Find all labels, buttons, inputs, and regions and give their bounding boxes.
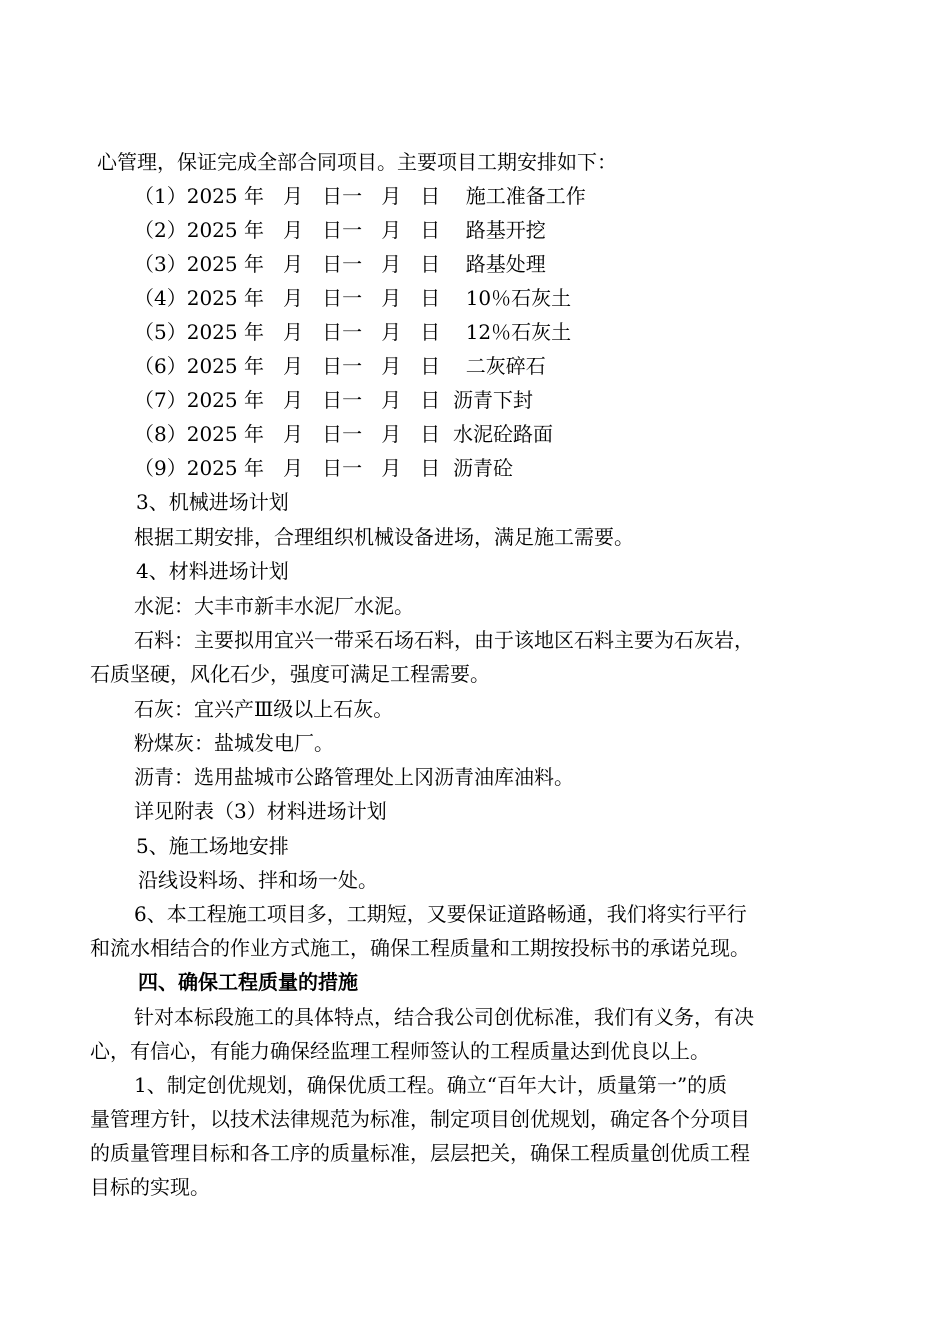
schedule-item-4: （4）2025 年 月 日一 月 日 10％石灰土 — [134, 286, 572, 310]
schedule-item-9: （9）2025 年 月 日一 月 日 沥青砼 — [134, 456, 513, 480]
paragraph-line: 沿线设料场、拌和场一处。 — [138, 868, 378, 892]
schedule-item-2: （2）2025 年 月 日一 月 日 路基开挖 — [134, 218, 546, 242]
paragraph-line: 沥青：选用盐城市公路管理处上冈沥青油库油料。 — [134, 765, 574, 789]
paragraph-line: 心管理，保证完成全部合同项目。主要项目工期安排如下： — [97, 150, 617, 174]
paragraph-line: 量管理方针，以技术法律规范为标准，制定项目创优规划，确定各个分项目 — [90, 1107, 750, 1131]
paragraph-line: 针对本标段施工的具体特点，结合我公司创优标准，我们有义务，有决 — [134, 1005, 754, 1029]
schedule-item-6: （6）2025 年 月 日一 月 日 二灰碎石 — [134, 354, 546, 378]
section-heading-bold: 四、确保工程质量的措施 — [138, 970, 358, 994]
schedule-item-7: （7）2025 年 月 日一 月 日 沥青下封 — [134, 388, 533, 412]
paragraph-line: 1、制定创优规划，确保优质工程。确立“百年大计，质量第一”的质 — [134, 1073, 728, 1097]
schedule-item-3: （3）2025 年 月 日一 月 日 路基处理 — [134, 252, 546, 276]
paragraph-line: 和流水相结合的作业方式施工，确保工程质量和工期按投标书的承诺兑现。 — [90, 936, 750, 960]
paragraph-line: 详见附表（3）材料进场计划 — [134, 799, 387, 823]
section-heading: 3、机械进场计划 — [136, 490, 289, 514]
section-heading: 5、施工场地安排 — [136, 834, 289, 858]
paragraph-line: 石料：主要拟用宜兴一带采石场石料，由于该地区石料主要为石灰岩， — [134, 628, 754, 652]
paragraph-line: 6、本工程施工项目多，工期短，又要保证道路畅通，我们将实行平行 — [134, 902, 747, 926]
paragraph-line: 心，有信心，有能力确保经监理工程师签认的工程质量达到优良以上。 — [90, 1039, 710, 1063]
section-heading: 4、材料进场计划 — [136, 559, 289, 583]
schedule-item-5: （5）2025 年 月 日一 月 日 12％石灰土 — [134, 320, 572, 344]
paragraph-line: 根据工期安排，合理组织机械设备进场，满足施工需要。 — [134, 525, 634, 549]
paragraph-line: 目标的实现。 — [90, 1175, 210, 1199]
schedule-item-1: （1）2025 年 月 日一 月 日 施工准备工作 — [134, 184, 586, 208]
paragraph-line: 石灰：宜兴产Ⅲ级以上石灰。 — [134, 697, 394, 721]
paragraph-line: 石质坚硬，风化石少，强度可满足工程需要。 — [90, 662, 490, 686]
paragraph-line: 粉煤灰：盐城发电厂。 — [134, 731, 334, 755]
paragraph-line: 水泥：大丰市新丰水泥厂水泥。 — [134, 594, 414, 618]
paragraph-line: 的质量管理目标和各工序的质量标准，层层把关，确保工程质量创优质工程 — [90, 1141, 750, 1165]
schedule-item-8: （8）2025 年 月 日一 月 日 水泥砼路面 — [134, 422, 553, 446]
